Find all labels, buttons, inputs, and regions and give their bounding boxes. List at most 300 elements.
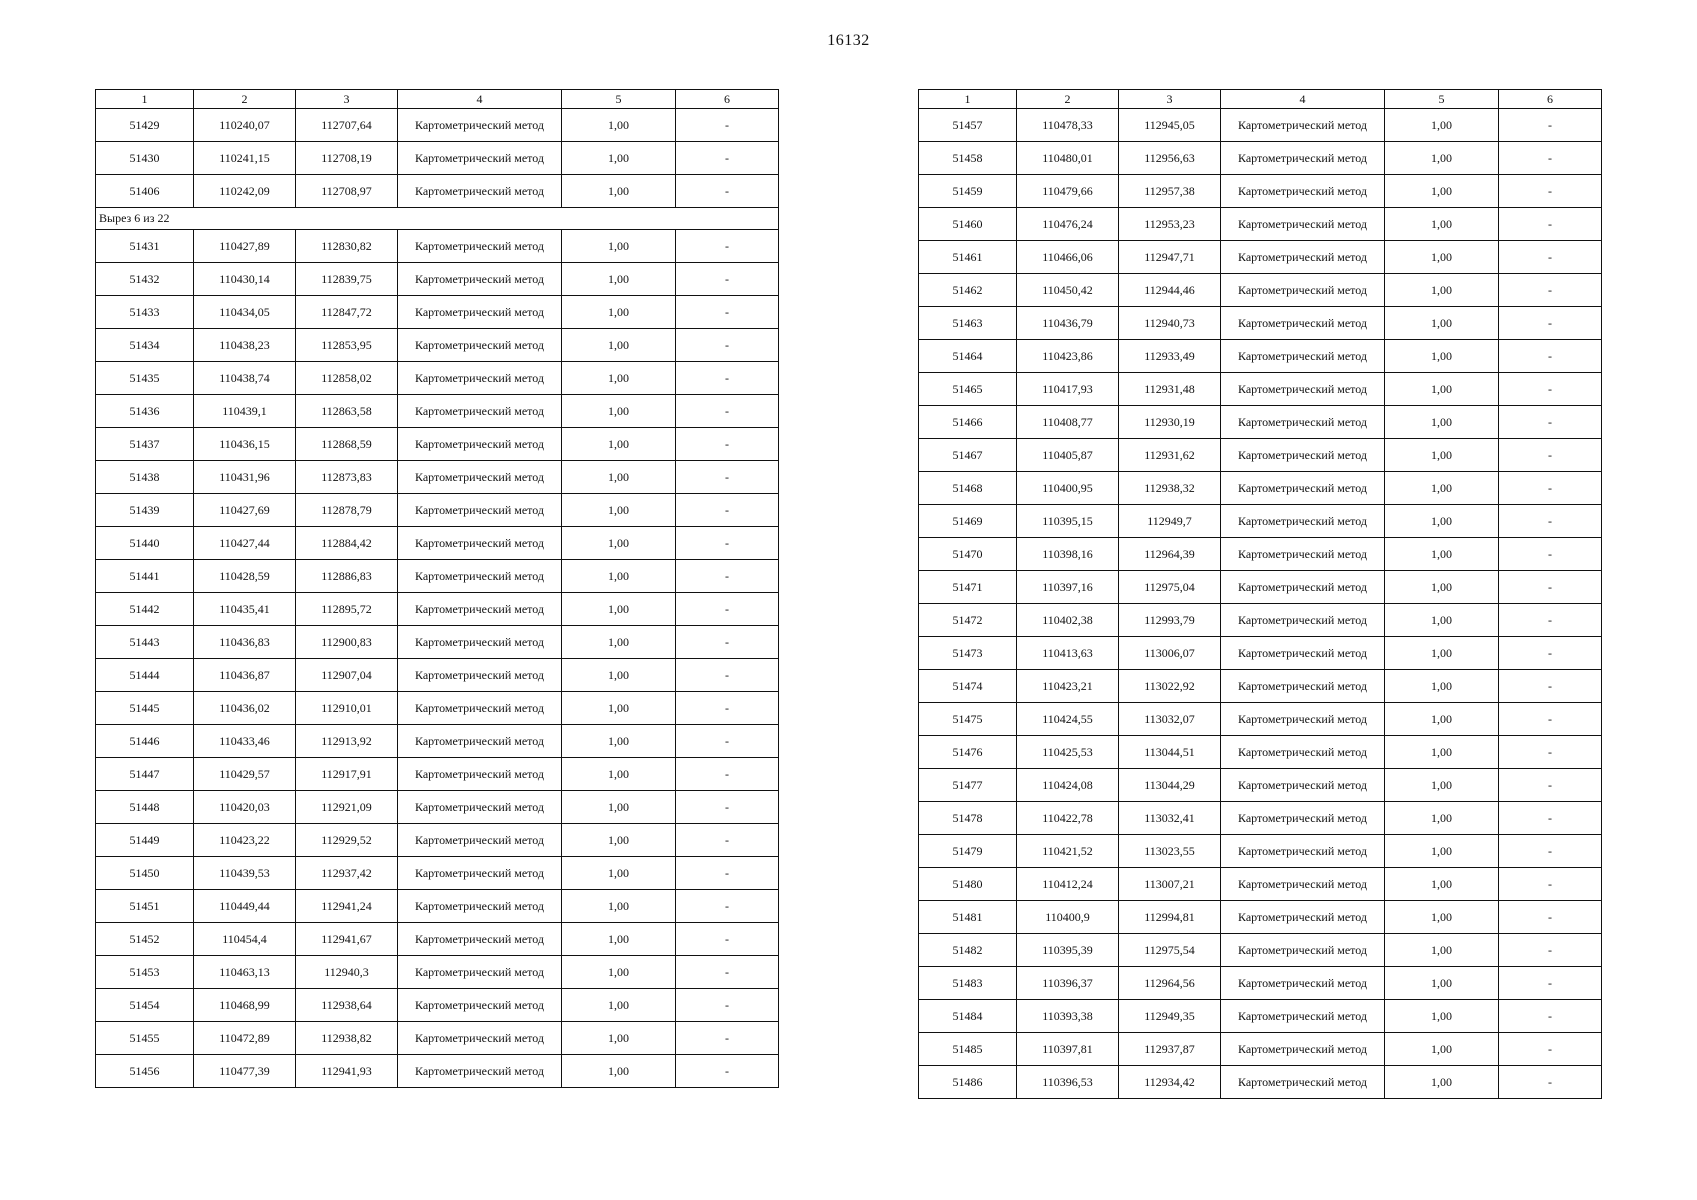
precision-cell: 1,00 (1385, 142, 1499, 175)
method-cell: Картометрический метод (398, 890, 562, 923)
method-cell: Картометрический метод (398, 230, 562, 263)
table-row (96, 659, 779, 692)
point-number-cell: 51465 (919, 373, 1017, 406)
table-row (919, 373, 1602, 406)
precision-cell: 1,00 (562, 956, 676, 989)
point-number-cell: 51440 (96, 527, 194, 560)
table-row (96, 560, 779, 593)
description-cell: - (1499, 208, 1602, 241)
y-coordinate-cell: 112953,23 (1119, 208, 1221, 241)
table-row (96, 395, 779, 428)
method-cell: Картометрический метод (1221, 175, 1385, 208)
precision-cell: 1,00 (1385, 571, 1499, 604)
precision-cell: 1,00 (1385, 1066, 1499, 1099)
x-coordinate-cell: 110433,46 (194, 725, 296, 758)
description-cell: - (1499, 1000, 1602, 1033)
header-cell-4: 4 (398, 90, 562, 109)
table-row (96, 175, 779, 208)
x-coordinate-cell: 110438,23 (194, 329, 296, 362)
precision-cell: 1,00 (1385, 637, 1499, 670)
method-cell: Картометрический метод (1221, 637, 1385, 670)
table-row (919, 142, 1602, 175)
method-cell: Картометрический метод (398, 626, 562, 659)
y-coordinate-cell: 112949,7 (1119, 505, 1221, 538)
point-number-cell: 51451 (96, 890, 194, 923)
point-number-cell: 51454 (96, 989, 194, 1022)
method-cell: Картометрический метод (1221, 1000, 1385, 1033)
x-coordinate-cell: 110430,14 (194, 263, 296, 296)
method-cell: Картометрический метод (1221, 1066, 1385, 1099)
table-row (96, 142, 779, 175)
table-row (919, 241, 1602, 274)
description-cell: - (676, 527, 779, 560)
description-cell: - (1499, 736, 1602, 769)
description-cell: - (676, 494, 779, 527)
method-cell: Картометрический метод (1221, 1033, 1385, 1066)
table-row (96, 923, 779, 956)
x-coordinate-cell: 110431,96 (194, 461, 296, 494)
description-cell: - (676, 1022, 779, 1055)
description-cell: - (1499, 406, 1602, 439)
y-coordinate-cell: 112873,83 (296, 461, 398, 494)
description-cell: - (1499, 307, 1602, 340)
method-cell: Картометрический метод (1221, 538, 1385, 571)
point-number-cell: 51479 (919, 835, 1017, 868)
description-cell: - (1499, 802, 1602, 835)
method-cell: Картометрический метод (398, 659, 562, 692)
header-cell-3: 3 (296, 90, 398, 109)
x-coordinate-cell: 110449,44 (194, 890, 296, 923)
table-row (919, 769, 1602, 802)
point-number-cell: 51475 (919, 703, 1017, 736)
table-row (919, 868, 1602, 901)
x-coordinate-cell: 110438,74 (194, 362, 296, 395)
table-row (96, 428, 779, 461)
description-cell: - (676, 593, 779, 626)
x-coordinate-cell: 110396,53 (1017, 1066, 1119, 1099)
table-row (919, 1066, 1602, 1099)
method-cell: Картометрический метод (1221, 307, 1385, 340)
header-cell-5: 5 (1385, 90, 1499, 109)
y-coordinate-cell: 112931,62 (1119, 439, 1221, 472)
point-number-cell: 51445 (96, 692, 194, 725)
precision-cell: 1,00 (1385, 604, 1499, 637)
precision-cell: 1,00 (1385, 340, 1499, 373)
precision-cell: 1,00 (1385, 241, 1499, 274)
x-coordinate-cell: 110424,55 (1017, 703, 1119, 736)
description-cell: - (1499, 670, 1602, 703)
description-cell: - (676, 461, 779, 494)
point-number-cell: 51466 (919, 406, 1017, 439)
precision-cell: 1,00 (1385, 934, 1499, 967)
x-coordinate-cell: 110412,24 (1017, 868, 1119, 901)
method-cell: Картометрический метод (398, 824, 562, 857)
precision-cell: 1,00 (562, 230, 676, 263)
method-cell: Картометрический метод (398, 329, 562, 362)
method-cell: Картометрический метод (1221, 208, 1385, 241)
point-number-cell: 51484 (919, 1000, 1017, 1033)
x-coordinate-cell: 110393,38 (1017, 1000, 1119, 1033)
header-cell-3: 3 (1119, 90, 1221, 109)
method-cell: Картометрический метод (398, 1055, 562, 1088)
description-cell: - (676, 692, 779, 725)
method-cell: Картометрический метод (1221, 472, 1385, 505)
x-coordinate-cell: 110439,53 (194, 857, 296, 890)
method-cell: Картометрический метод (1221, 241, 1385, 274)
y-coordinate-cell: 113022,92 (1119, 670, 1221, 703)
x-coordinate-cell: 110450,42 (1017, 274, 1119, 307)
description-cell: - (1499, 439, 1602, 472)
x-coordinate-cell: 110397,81 (1017, 1033, 1119, 1066)
method-cell: Картометрический метод (398, 395, 562, 428)
method-cell: Картометрический метод (398, 989, 562, 1022)
point-number-cell: 51474 (919, 670, 1017, 703)
header-cell-5: 5 (562, 90, 676, 109)
precision-cell: 1,00 (1385, 109, 1499, 142)
method-cell: Картометрический метод (1221, 439, 1385, 472)
method-cell: Картометрический метод (1221, 802, 1385, 835)
precision-cell: 1,00 (1385, 439, 1499, 472)
precision-cell: 1,00 (562, 1055, 676, 1088)
y-coordinate-cell: 112707,64 (296, 109, 398, 142)
description-cell: - (676, 626, 779, 659)
method-cell: Картометрический метод (1221, 274, 1385, 307)
precision-cell: 1,00 (562, 626, 676, 659)
y-coordinate-cell: 112964,56 (1119, 967, 1221, 1000)
y-coordinate-cell: 112933,49 (1119, 340, 1221, 373)
y-coordinate-cell: 112993,79 (1119, 604, 1221, 637)
x-coordinate-cell: 110395,39 (1017, 934, 1119, 967)
precision-cell: 1,00 (1385, 1033, 1499, 1066)
x-coordinate-cell: 110480,01 (1017, 142, 1119, 175)
description-cell: - (676, 142, 779, 175)
point-number-cell: 51463 (919, 307, 1017, 340)
table-row (96, 692, 779, 725)
description-cell: - (676, 428, 779, 461)
point-number-cell: 51433 (96, 296, 194, 329)
method-cell: Картометрический метод (398, 109, 562, 142)
y-coordinate-cell: 113006,07 (1119, 637, 1221, 670)
point-number-cell: 51472 (919, 604, 1017, 637)
y-coordinate-cell: 112708,97 (296, 175, 398, 208)
y-coordinate-cell: 112957,38 (1119, 175, 1221, 208)
point-number-cell: 51473 (919, 637, 1017, 670)
precision-cell: 1,00 (562, 758, 676, 791)
y-coordinate-cell: 112975,04 (1119, 571, 1221, 604)
header-cell-2: 2 (1017, 90, 1119, 109)
x-coordinate-cell: 110423,86 (1017, 340, 1119, 373)
y-coordinate-cell: 112910,01 (296, 692, 398, 725)
header-cell-6: 6 (1499, 90, 1602, 109)
table-row (919, 736, 1602, 769)
y-coordinate-cell: 112941,93 (296, 1055, 398, 1088)
x-coordinate-cell: 110428,59 (194, 560, 296, 593)
y-coordinate-cell: 112853,95 (296, 329, 398, 362)
y-coordinate-cell: 112994,81 (1119, 901, 1221, 934)
y-coordinate-cell: 112895,72 (296, 593, 398, 626)
y-coordinate-cell: 112858,02 (296, 362, 398, 395)
point-number-cell: 51486 (919, 1066, 1017, 1099)
precision-cell: 1,00 (1385, 901, 1499, 934)
point-number-cell: 51455 (96, 1022, 194, 1055)
table-row (919, 835, 1602, 868)
method-cell: Картометрический метод (1221, 703, 1385, 736)
description-cell: - (1499, 373, 1602, 406)
point-number-cell: 51406 (96, 175, 194, 208)
precision-cell: 1,00 (562, 857, 676, 890)
x-coordinate-cell: 110434,05 (194, 296, 296, 329)
method-cell: Картометрический метод (1221, 604, 1385, 637)
precision-cell: 1,00 (1385, 307, 1499, 340)
precision-cell: 1,00 (1385, 406, 1499, 439)
method-cell: Картометрический метод (1221, 340, 1385, 373)
x-coordinate-cell: 110396,37 (1017, 967, 1119, 1000)
table-row (96, 791, 779, 824)
precision-cell: 1,00 (1385, 868, 1499, 901)
x-coordinate-cell: 110402,38 (1017, 604, 1119, 637)
description-cell: - (1499, 868, 1602, 901)
point-number-cell: 51439 (96, 494, 194, 527)
point-number-cell: 51434 (96, 329, 194, 362)
method-cell: Картометрический метод (398, 296, 562, 329)
x-coordinate-cell: 110472,89 (194, 1022, 296, 1055)
table-row (96, 824, 779, 857)
x-coordinate-cell: 110242,09 (194, 175, 296, 208)
precision-cell: 1,00 (562, 659, 676, 692)
description-cell: - (1499, 934, 1602, 967)
description-cell: - (676, 329, 779, 362)
y-coordinate-cell: 112964,39 (1119, 538, 1221, 571)
x-coordinate-cell: 110436,15 (194, 428, 296, 461)
x-coordinate-cell: 110240,07 (194, 109, 296, 142)
table-row (919, 604, 1602, 637)
method-cell: Картометрический метод (398, 692, 562, 725)
x-coordinate-cell: 110436,02 (194, 692, 296, 725)
table-row (919, 802, 1602, 835)
table-row (919, 670, 1602, 703)
description-cell: - (676, 791, 779, 824)
method-cell: Картометрический метод (398, 263, 562, 296)
method-cell: Картометрический метод (398, 362, 562, 395)
point-number-cell: 51446 (96, 725, 194, 758)
method-cell: Картометрический метод (398, 1022, 562, 1055)
y-coordinate-cell: 112929,52 (296, 824, 398, 857)
precision-cell: 1,00 (1385, 505, 1499, 538)
table-row (919, 505, 1602, 538)
table-row (96, 296, 779, 329)
method-cell: Картометрический метод (1221, 505, 1385, 538)
method-cell: Картометрический метод (398, 527, 562, 560)
x-coordinate-cell: 110477,39 (194, 1055, 296, 1088)
table-row (919, 472, 1602, 505)
point-number-cell: 51429 (96, 109, 194, 142)
y-coordinate-cell: 112941,24 (296, 890, 398, 923)
point-number-cell: 51477 (919, 769, 1017, 802)
precision-cell: 1,00 (1385, 1000, 1499, 1033)
table-row (919, 274, 1602, 307)
table-row (96, 857, 779, 890)
y-coordinate-cell: 112938,64 (296, 989, 398, 1022)
method-cell: Картометрический метод (1221, 769, 1385, 802)
header-cell-1: 1 (919, 90, 1017, 109)
point-number-cell: 51458 (919, 142, 1017, 175)
y-coordinate-cell: 112921,09 (296, 791, 398, 824)
x-coordinate-cell: 110436,79 (1017, 307, 1119, 340)
x-coordinate-cell: 110408,77 (1017, 406, 1119, 439)
precision-cell: 1,00 (1385, 670, 1499, 703)
x-coordinate-cell: 110429,57 (194, 758, 296, 791)
point-number-cell: 51441 (96, 560, 194, 593)
precision-cell: 1,00 (1385, 802, 1499, 835)
method-cell: Картометрический метод (1221, 736, 1385, 769)
table-row (96, 1055, 779, 1088)
precision-cell: 1,00 (1385, 538, 1499, 571)
method-cell: Картометрический метод (398, 494, 562, 527)
y-coordinate-cell: 112938,82 (296, 1022, 398, 1055)
precision-cell: 1,00 (562, 362, 676, 395)
precision-cell: 1,00 (562, 824, 676, 857)
point-number-cell: 51468 (919, 472, 1017, 505)
precision-cell: 1,00 (562, 527, 676, 560)
method-cell: Картометрический метод (1221, 109, 1385, 142)
y-coordinate-cell: 112830,82 (296, 230, 398, 263)
method-cell: Картометрический метод (1221, 967, 1385, 1000)
precision-cell: 1,00 (1385, 835, 1499, 868)
precision-cell: 1,00 (1385, 736, 1499, 769)
description-cell: - (676, 175, 779, 208)
table-header (96, 90, 779, 109)
precision-cell: 1,00 (562, 428, 676, 461)
precision-cell: 1,00 (1385, 703, 1499, 736)
table-row (919, 703, 1602, 736)
y-coordinate-cell: 112847,72 (296, 296, 398, 329)
x-coordinate-cell: 110421,52 (1017, 835, 1119, 868)
point-number-cell: 51448 (96, 791, 194, 824)
y-coordinate-cell: 113023,55 (1119, 835, 1221, 868)
table-row (919, 967, 1602, 1000)
precision-cell: 1,00 (562, 296, 676, 329)
x-coordinate-cell: 110397,16 (1017, 571, 1119, 604)
description-cell: - (1499, 604, 1602, 637)
y-coordinate-cell: 112913,92 (296, 725, 398, 758)
table-header (919, 90, 1602, 109)
description-cell: - (676, 230, 779, 263)
point-number-cell: 51483 (919, 967, 1017, 1000)
description-cell: - (1499, 571, 1602, 604)
x-coordinate-cell: 110468,99 (194, 989, 296, 1022)
x-coordinate-cell: 110436,83 (194, 626, 296, 659)
point-number-cell: 51443 (96, 626, 194, 659)
x-coordinate-cell: 110479,66 (1017, 175, 1119, 208)
table-row (919, 1000, 1602, 1033)
method-cell: Картометрический метод (398, 725, 562, 758)
x-coordinate-cell: 110454,4 (194, 923, 296, 956)
description-cell: - (676, 362, 779, 395)
method-cell: Картометрический метод (398, 428, 562, 461)
precision-cell: 1,00 (562, 395, 676, 428)
table-row (96, 329, 779, 362)
point-number-cell: 51469 (919, 505, 1017, 538)
y-coordinate-cell: 112947,71 (1119, 241, 1221, 274)
method-cell: Картометрический метод (398, 923, 562, 956)
y-coordinate-cell: 112931,48 (1119, 373, 1221, 406)
x-coordinate-cell: 110420,03 (194, 791, 296, 824)
y-coordinate-cell: 113044,51 (1119, 736, 1221, 769)
precision-cell: 1,00 (562, 263, 676, 296)
table-row (919, 538, 1602, 571)
point-number-cell: 51476 (919, 736, 1017, 769)
x-coordinate-cell: 110405,87 (1017, 439, 1119, 472)
description-cell: - (1499, 274, 1602, 307)
description-cell: - (676, 923, 779, 956)
point-number-cell: 51452 (96, 923, 194, 956)
point-number-cell: 51485 (919, 1033, 1017, 1066)
method-cell: Картометрический метод (1221, 142, 1385, 175)
description-cell: - (1499, 901, 1602, 934)
y-coordinate-cell: 113044,29 (1119, 769, 1221, 802)
description-cell: - (1499, 637, 1602, 670)
description-cell: - (1499, 472, 1602, 505)
x-coordinate-cell: 110417,93 (1017, 373, 1119, 406)
x-coordinate-cell: 110435,41 (194, 593, 296, 626)
method-cell: Картометрический метод (398, 956, 562, 989)
coordinates-table-left (95, 89, 779, 1088)
table-row (919, 109, 1602, 142)
precision-cell: 1,00 (1385, 274, 1499, 307)
point-number-cell: 51430 (96, 142, 194, 175)
y-coordinate-cell: 112941,67 (296, 923, 398, 956)
method-cell: Картометрический метод (1221, 901, 1385, 934)
section-row (96, 208, 779, 230)
description-cell: - (1499, 769, 1602, 802)
y-coordinate-cell: 113032,41 (1119, 802, 1221, 835)
header-cell-6: 6 (676, 90, 779, 109)
precision-cell: 1,00 (562, 560, 676, 593)
description-cell: - (676, 857, 779, 890)
precision-cell: 1,00 (562, 989, 676, 1022)
header-cell-1: 1 (96, 90, 194, 109)
table-row (96, 263, 779, 296)
table-row (919, 406, 1602, 439)
precision-cell: 1,00 (562, 1022, 676, 1055)
header-cell-2: 2 (194, 90, 296, 109)
table-row (96, 956, 779, 989)
precision-cell: 1,00 (562, 142, 676, 175)
header-cell-4: 4 (1221, 90, 1385, 109)
x-coordinate-cell: 110413,63 (1017, 637, 1119, 670)
method-cell: Картометрический метод (1221, 835, 1385, 868)
precision-cell: 1,00 (562, 923, 676, 956)
description-cell: - (676, 989, 779, 1022)
y-coordinate-cell: 112886,83 (296, 560, 398, 593)
method-cell: Картометрический метод (398, 461, 562, 494)
point-number-cell: 51459 (919, 175, 1017, 208)
table-row (919, 934, 1602, 967)
point-number-cell: 51471 (919, 571, 1017, 604)
description-cell: - (1499, 1033, 1602, 1066)
description-cell: - (1499, 505, 1602, 538)
method-cell: Картометрический метод (398, 791, 562, 824)
table-row (919, 175, 1602, 208)
description-cell: - (676, 659, 779, 692)
description-cell: - (1499, 175, 1602, 208)
description-cell: - (676, 758, 779, 791)
point-number-cell: 51444 (96, 659, 194, 692)
method-cell: Картометрический метод (1221, 934, 1385, 967)
y-coordinate-cell: 112949,35 (1119, 1000, 1221, 1033)
table-body (919, 109, 1602, 1099)
description-cell: - (676, 109, 779, 142)
